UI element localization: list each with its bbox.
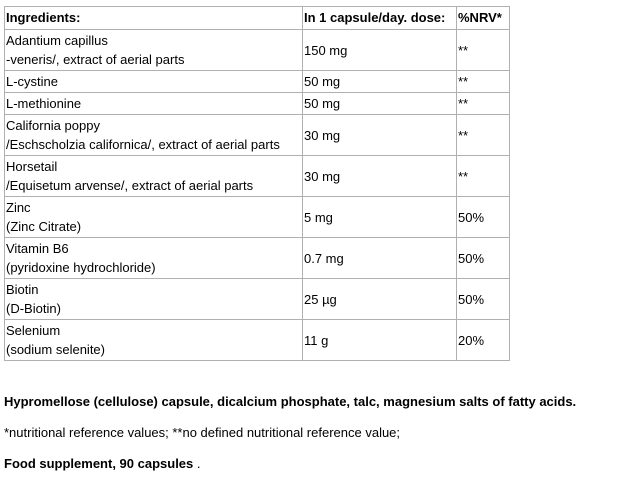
- nrv-cell: **: [457, 156, 510, 197]
- ingredient-name: California poppy: [6, 118, 100, 133]
- dose-cell: 0.7 mg: [303, 238, 457, 279]
- product-trailing: .: [193, 456, 201, 471]
- ingredient-name: Adantium capillus: [6, 33, 108, 48]
- footnote-text: *nutritional reference values; **no defined nutritional reference value;: [4, 425, 401, 440]
- dose-cell: 25 µg: [303, 279, 457, 320]
- header-dose: In 1 capsule/day. dose:: [303, 7, 457, 30]
- dose-cell: 50 mg: [303, 93, 457, 115]
- dose-cell: 5 mg: [303, 197, 457, 238]
- ingredients-table: [4, 6, 510, 361]
- nrv-cell: **: [457, 115, 510, 156]
- ingredient-cell: [5, 115, 303, 156]
- nrv-cell: 50%: [457, 197, 510, 238]
- table-row: [5, 93, 510, 115]
- table-row: [5, 320, 510, 361]
- ingredient-name: L-methionine: [6, 96, 82, 111]
- ingredient-cell: [5, 156, 303, 197]
- dose-cell: 30 mg: [303, 115, 457, 156]
- table-header-row: [5, 7, 510, 30]
- ingredient-detail: -veneris/, extract of aerial parts: [6, 52, 185, 67]
- ingredient-name: Biotin: [6, 282, 39, 297]
- ingredient-cell: [5, 279, 303, 320]
- ingredient-detail: (D-Biotin): [6, 301, 61, 316]
- table-row: [5, 71, 510, 93]
- nrv-cell: 20%: [457, 320, 510, 361]
- ingredient-cell: [5, 238, 303, 279]
- table-row: [5, 197, 510, 238]
- header-ingredients: Ingredients:: [5, 7, 303, 30]
- dose-cell: 50 mg: [303, 71, 457, 93]
- table-row: [5, 279, 510, 320]
- ingredient-name: Vitamin B6: [6, 241, 69, 256]
- dose-cell: 150 mg: [303, 30, 457, 71]
- ingredient-name: Selenium: [6, 323, 61, 338]
- ingredient-cell: [5, 197, 303, 238]
- ingredient-detail: (pyridoxine hydrochloride): [6, 260, 156, 275]
- dose-cell: 11 g: [303, 320, 457, 361]
- excipients-text: Hypromellose (cellulose) capsule, dicalcium phosphate, talc, magnesium salts of fatty acids.: [4, 394, 577, 409]
- nrv-cell: **: [457, 93, 510, 115]
- ingredient-detail: (sodium selenite): [6, 342, 105, 357]
- header-nrv: %NRV*: [457, 7, 510, 30]
- ingredient-detail: (Zinc Citrate): [6, 219, 82, 234]
- nrv-cell: **: [457, 30, 510, 71]
- dose-cell: 30 mg: [303, 156, 457, 197]
- ingredient-cell: [5, 30, 303, 71]
- table-row: [5, 238, 510, 279]
- ingredient-name: Zinc: [6, 200, 31, 215]
- ingredient-name: L-cystine: [6, 74, 59, 89]
- nrv-cell: **: [457, 71, 510, 93]
- ingredient-name: Horsetail: [6, 159, 58, 174]
- product-description: [4, 456, 201, 472]
- nrv-cell: 50%: [457, 238, 510, 279]
- nrv-cell: 50%: [457, 279, 510, 320]
- ingredient-detail: /Equisetum arvense/, extract of aerial parts: [6, 178, 254, 193]
- ingredient-cell: [5, 93, 303, 115]
- ingredient-cell: [5, 320, 303, 361]
- product-label: Food supplement, 90 capsules: [4, 456, 194, 471]
- table-row: [5, 30, 510, 71]
- table-row: [5, 156, 510, 197]
- table-row: [5, 115, 510, 156]
- ingredient-detail: /Eschscholzia californica/, extract of aerial parts: [6, 137, 280, 152]
- ingredient-cell: [5, 71, 303, 93]
